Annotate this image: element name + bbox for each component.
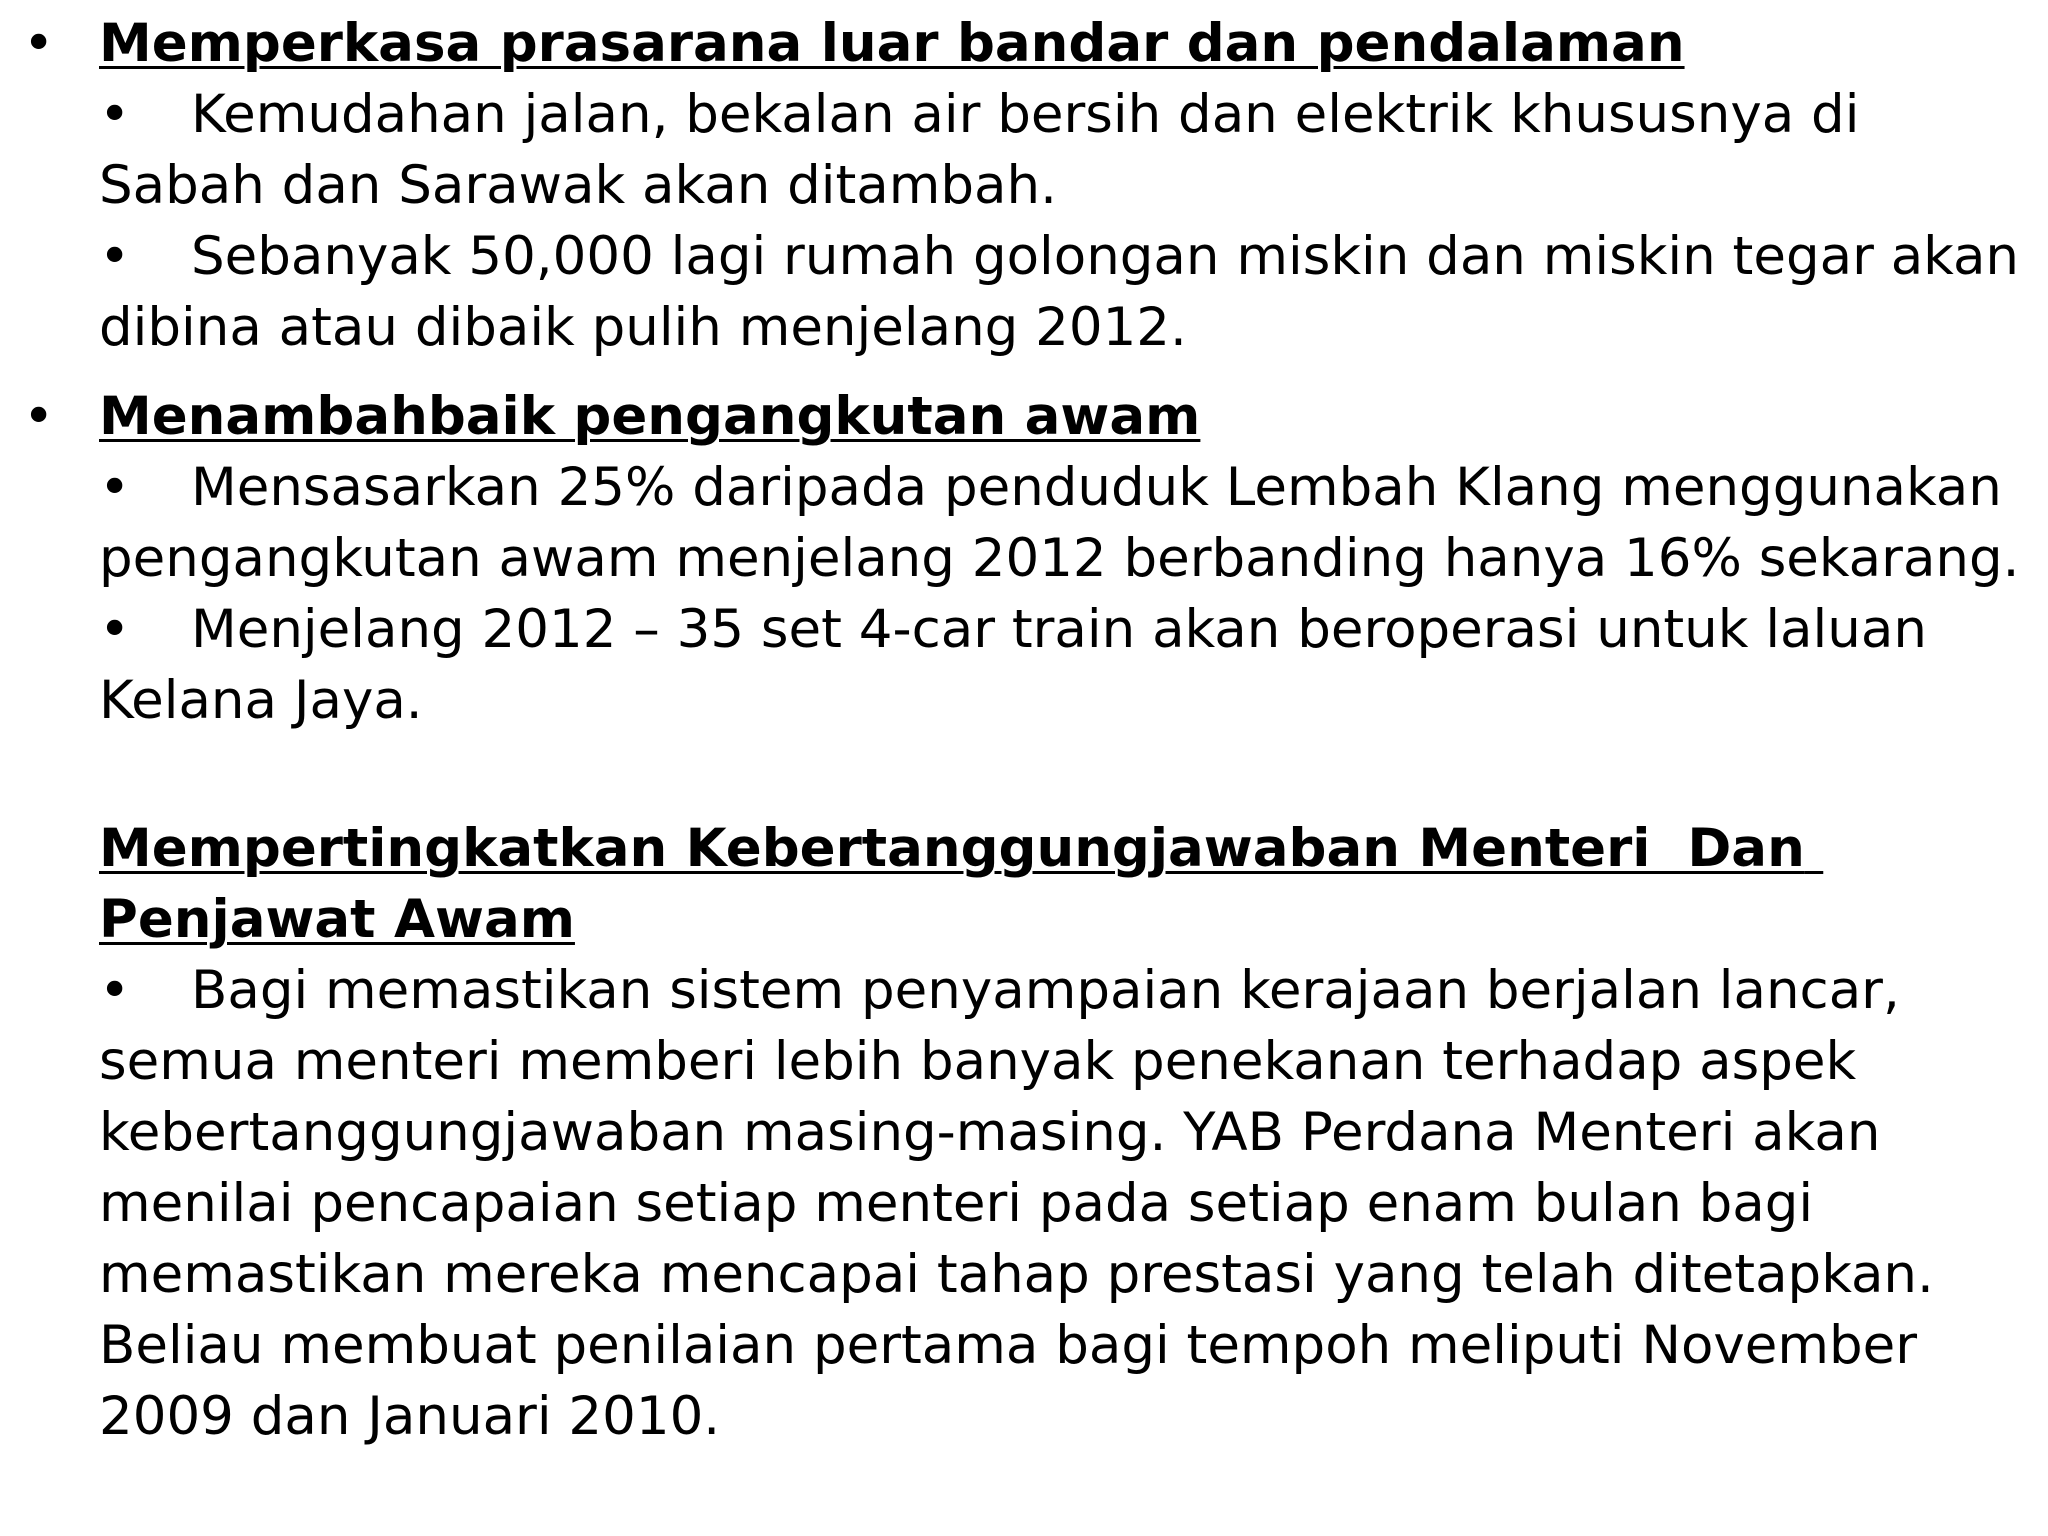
section-heading: Menambahbaik pengangkutan awam <box>99 386 1201 447</box>
section-rural-infrastructure <box>23 8 2036 363</box>
section-heading: Memperkasa prasarana luar bandar dan pendalaman <box>99 13 1685 74</box>
section-public-transport <box>23 381 2034 736</box>
list-item <box>99 594 2034 736</box>
section-accountability <box>99 813 2034 1452</box>
section-heading: Mempertingkatkan Kebertanggungjawaban Menteri Dan Penjawat Awam <box>99 818 1824 950</box>
bullet-marker: • <box>23 386 55 447</box>
bullet-marker: • <box>99 457 131 518</box>
list-item <box>99 79 2034 221</box>
bullet-marker: • <box>23 13 55 74</box>
list-item <box>99 955 2034 1452</box>
list-item-text: Bagi memastikan sistem penyampaian kerajaan berjalan lancar, semua menteri memberi lebih banyak penekanan terhadap aspek kebertanggungjawaban masing-masing. YAB Perdana Menteri akan menilai pencapaian setiap menteri pada setiap enam bulan bagi memastikan mereka mencapai tahap prestasi yang telah ditetapkan. Beliau membuat penilaian pertama bagi tempoh meliputi November 2009 dan Januari 2010. <box>99 960 1951 1447</box>
bullet-marker: • <box>99 226 131 287</box>
bullet-marker: • <box>99 960 131 1021</box>
list-item-text: Kemudahan jalan, bekalan air bersih dan elektrik khususnya di Sabah dan Sarawak akan ditambah. <box>99 84 1877 216</box>
bullet-marker: • <box>99 84 131 145</box>
list-item-text: Sebanyak 50,000 lagi rumah golongan miskin dan miskin tegar akan dibina atau dibaik pulih menjelang 2012. <box>99 226 2036 358</box>
list-item <box>99 452 2034 594</box>
list-item-text: Menjelang 2012 – 35 set 4-car train akan beroperasi untuk laluan Kelana Jaya. <box>99 599 1944 731</box>
bullet-marker: • <box>99 599 131 660</box>
list-item-text: Mensasarkan 25% daripada penduduk Lembah Klang menggunakan pengangkutan awam menjelang 2012 berbanding hanya 16% sekarang. <box>99 457 2020 589</box>
list-item <box>99 221 2034 363</box>
